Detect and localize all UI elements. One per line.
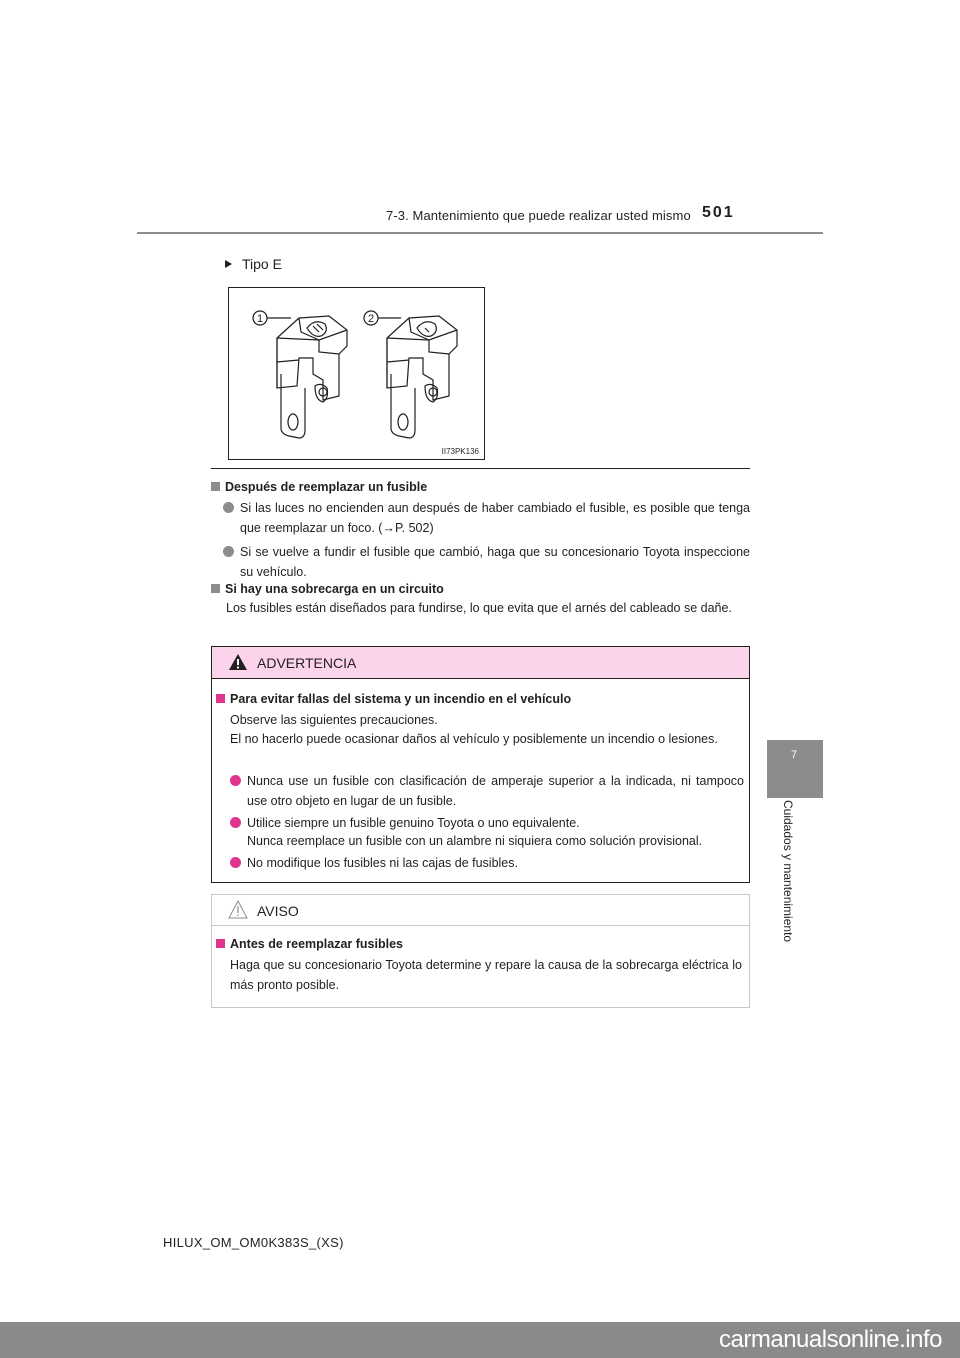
section-heading-overload: Si hay una sobrecarga en un circuito xyxy=(211,582,444,596)
page-number: 501 xyxy=(702,204,735,221)
header-divider xyxy=(137,232,823,234)
warning-box xyxy=(211,646,750,883)
circle-bullet-icon xyxy=(223,546,234,557)
chapter-number: 7 xyxy=(791,749,798,761)
circle-bullet-icon xyxy=(230,775,241,786)
notice-heading: Antes de reemplazar fusibles xyxy=(216,937,403,951)
square-bullet-icon xyxy=(216,939,225,948)
notice-text: Haga que su concesionario Toyota determine y repare la causa de la sobrecarga eléctrica lo más pronto posible. xyxy=(230,958,742,992)
caution-triangle-icon xyxy=(228,900,248,920)
overload-paragraph: Los fusibles están diseñados para fundirse, lo que evita que el arnés del cableado se dañe. xyxy=(226,601,732,615)
manual-code: HILUX_OM_OM0K383S_(XS) xyxy=(163,1235,344,1250)
warning-header xyxy=(212,647,749,679)
notice-box xyxy=(211,894,750,1008)
warning-triangle-icon xyxy=(228,653,248,671)
section-divider xyxy=(211,468,750,469)
warning-title: ADVERTENCIA xyxy=(257,655,357,671)
warning-heading: Para evitar fallas del sistema y un incendio en el vehículo xyxy=(216,692,571,706)
fuse-2 xyxy=(387,316,457,438)
circle-bullet-icon xyxy=(223,502,234,513)
warning-bullet-continuation: Nunca reemplace un fusible con un alambre ni siquiera como solución provisional. xyxy=(247,834,703,848)
notice-header xyxy=(212,895,749,926)
fuse-illustration xyxy=(228,287,485,460)
list-item: Si las luces no encienden aun después de haber cambiado el fusible, es posible que tenga que reemplazar un foco. (→P. 502) xyxy=(240,498,750,538)
notice-title: AVISO xyxy=(257,903,299,919)
circle-bullet-icon xyxy=(230,857,241,868)
section-heading-after-replacing: Después de reemplazar un fusible xyxy=(211,480,427,494)
figure-code: II73PK136 xyxy=(441,447,479,456)
callout-number-2: 2 xyxy=(367,313,375,325)
watermark-bar xyxy=(0,1322,960,1358)
warning-text-2: El no hacerlo puede ocasionar daños al vehículo y posiblemente un incendio o lesiones. xyxy=(230,732,718,746)
fuse-1 xyxy=(277,316,347,438)
square-bullet-icon xyxy=(216,694,225,703)
circle-bullet-icon xyxy=(230,817,241,828)
chapter-label: Cuidados y mantenimiento xyxy=(781,800,795,943)
fuse-drawing xyxy=(229,288,486,461)
section-header-title: 7-3. Mantenimiento que puede realizar usted mismo xyxy=(386,208,691,223)
figure-type-label: Tipo E xyxy=(225,256,282,272)
list-item: Nunca use un fusible con clasificación de amperaje superior a la indicada, ni tampoco use otro objeto en lugar de un fusible. xyxy=(247,771,744,811)
square-bullet-icon xyxy=(211,584,220,593)
square-bullet-icon xyxy=(211,482,220,491)
list-item: No modifique los fusibles ni las cajas de fusibles. xyxy=(247,853,747,873)
arrow-right-icon xyxy=(225,260,232,268)
list-item: Utilice siempre un fusible genuino Toyota o uno equivalente. xyxy=(247,813,747,833)
list-item: Si se vuelve a fundir el fusible que cambió, haga que su concesionario Toyota inspeccione su vehículo. xyxy=(240,542,750,582)
watermark-text: carmanualsonline.info xyxy=(719,1326,942,1353)
warning-text-1: Observe las siguientes precauciones. xyxy=(230,713,438,727)
callout-number-1: 1 xyxy=(256,313,264,325)
